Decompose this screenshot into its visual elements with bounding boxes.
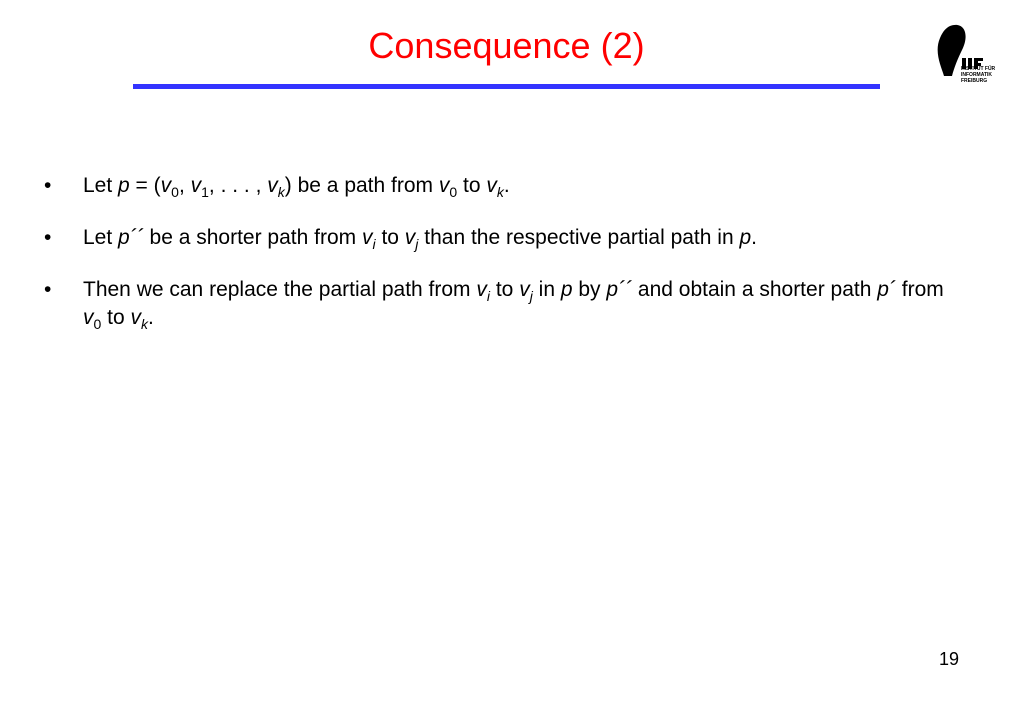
bullet-marker: • (44, 226, 52, 249)
logo-tagline-line: INFORMATIK (961, 72, 993, 78)
bullet-marker: • (44, 174, 52, 197)
bullet-item: • Then we can replace the partial path from $v_i$ to $v_j$ in p by p´´ and obtain a shorter path p´ from $v_0$ to $v_k$. (44, 278, 944, 333)
bullet-item: • Let p´´ be a shorter path from $v_i$ to $v_j$ than the respective partial path in p. (44, 226, 757, 253)
logo-tagline (961, 66, 1011, 84)
page-number: 19 (938, 649, 959, 669)
bullet-list (44, 172, 964, 356)
bullet-marker: • (44, 278, 52, 301)
slide-title: Consequence (2) (368, 25, 645, 66)
title-underline (133, 84, 880, 89)
logo-tagline-line: INSTITUT FÜR (961, 66, 996, 72)
bullet-item: • Let $p = (v_0$, $v_1$, . . . , $v_k$) be a path from $v_0$ to $v_k$. (44, 174, 510, 201)
logo-tagline-line: FREIBURG (961, 78, 988, 84)
